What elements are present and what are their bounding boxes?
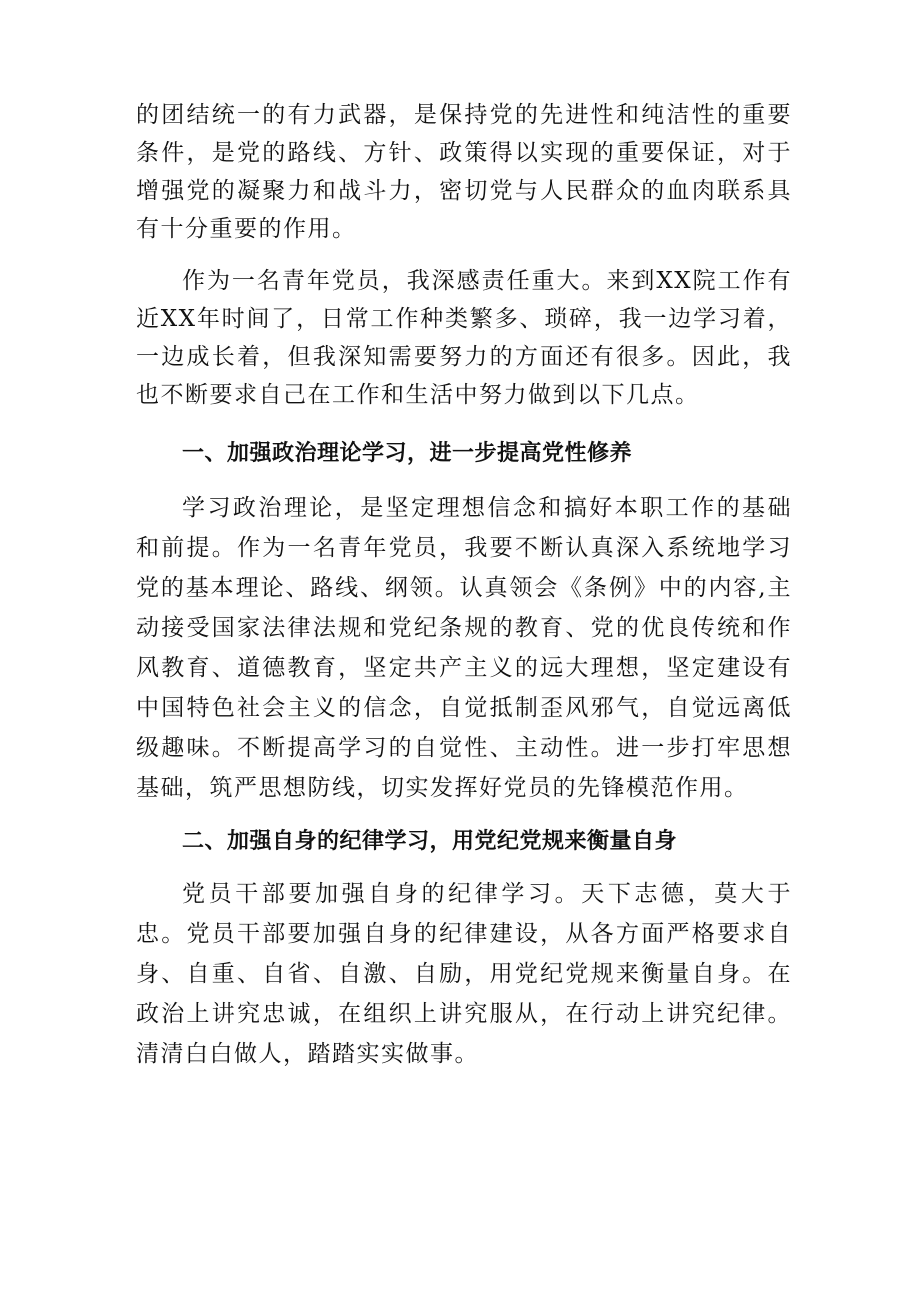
- paragraph-young-member: 作为一名青年党员，我深感责任重大。来到XX院工作有近XX年时间了，日常工作种类繁多、琐碎，我一边学习着，一边成长着，但我深知需要努力的方面还有很多。因此，我也不断要求自己在工作和生活中努力做到以下几点。: [136, 268, 792, 408]
- section-heading-discipline: 二、加强自身的纪律学习，用党纪党规来衡量自身: [182, 829, 678, 854]
- paragraph-discipline: 党员干部要加强自身的纪律学习。天下志德，莫大于忠。党员干部要加强自身的纪律建设，从各方面严格要求自身、自重、自省、自激、自励，用党纪党规来衡量自身。在政治上讲究忠诚，在组织上讲究服从，在行动上讲究纪律。清清白白做人，踏踏实实做事。: [136, 881, 792, 1067]
- section-heading-political-theory: 一、加强政治理论学习，进一步提高党性修养: [182, 441, 633, 466]
- paragraph-political-theory: 学习政治理论，是坚定理想信念和搞好本职工作的基础和前提。作为一名青年党员，我要不断认真深入系统地学习党的基本理论、路线、纲领。认真领会《条例》中的内容,主动接受国家法律法规和党纪条规的教育、党的优良传统和作风教育、道德教育，坚定共产主义的远大理想，坚定建设有中国特色社会主义的信念，自觉抵制歪风邪气，自觉远离低级趣味。不断提高学习的自觉性、主动性。进一步打牢思想基础，筑严思想防线，切实发挥好党员的先锋模范作用。: [136, 495, 792, 801]
- paragraph-continuation: 的团结统一的有力武器，是保持党的先进性和纯洁性的重要条件，是党的路线、方针、政策得以实现的重要保证，对于增强党的凝聚力和战斗力，密切党与人民群众的血肉联系具有十分重要的作用。: [136, 102, 792, 242]
- document-body: [136, 96, 792, 1074]
